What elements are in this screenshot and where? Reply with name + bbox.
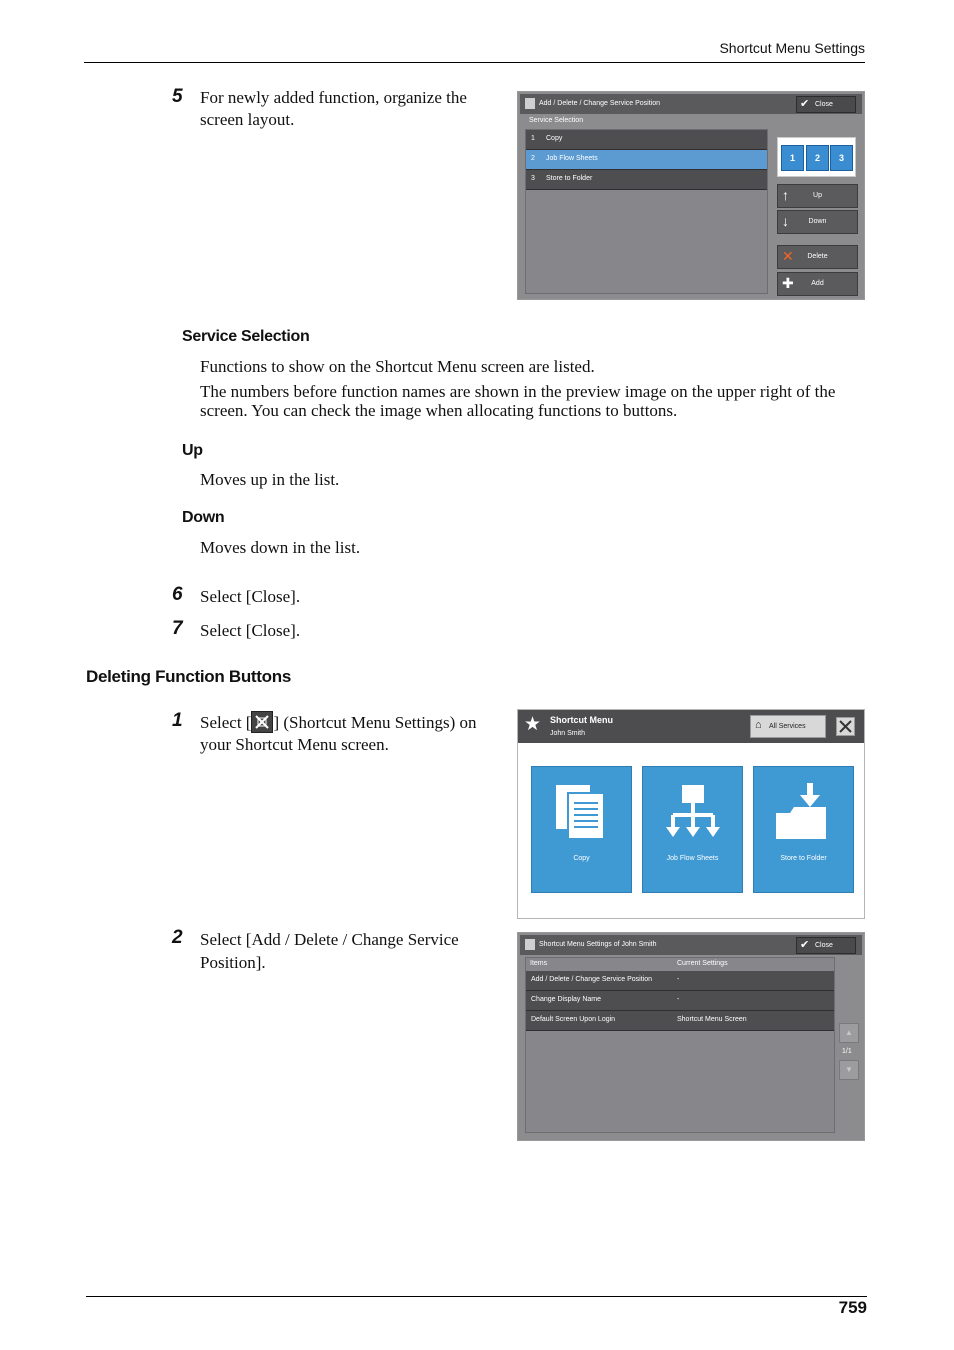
screen-title: Add / Delete / Change Service Position <box>539 100 661 107</box>
folder-icon <box>774 781 834 843</box>
settings-row[interactable] <box>526 971 834 991</box>
item-label: Store to Folder <box>546 175 593 182</box>
page-indicator: 1/1 <box>842 1048 852 1055</box>
item-label: Job Flow Sheets <box>546 155 598 162</box>
settings-row[interactable] <box>526 1011 834 1031</box>
all-services-label: All Services <box>769 723 806 730</box>
tile-label: Copy <box>573 855 590 862</box>
arrow-up-icon: ↑ <box>782 187 789 203</box>
user-name: John Smith <box>550 730 586 737</box>
check-icon: ✔ <box>800 939 810 951</box>
row-value: Shortcut Menu Screen <box>677 1016 747 1023</box>
row-item: Default Screen Upon Login <box>531 1016 616 1023</box>
term-service-selection: Service Selection <box>182 328 310 345</box>
definition-text: The numbers before function names are shown in the preview image on the upper right of the screen. You can check the image when allocating functions to buttons. <box>200 382 836 420</box>
home-icon: ⌂ <box>755 719 762 731</box>
job-flow-sheets-tile[interactable] <box>642 766 743 893</box>
definition-text: Functions to show on the Shortcut Menu screen are listed. <box>200 357 595 376</box>
settings-icon <box>525 98 535 109</box>
copy-tile[interactable] <box>531 766 632 893</box>
close-button[interactable] <box>796 937 856 954</box>
footer-rule <box>86 1296 867 1297</box>
step-text: For newly added function, organize the screen layout. <box>200 88 467 129</box>
close-button[interactable] <box>796 96 856 113</box>
tile-label: Store to Folder <box>780 855 827 862</box>
shortcut-settings-button[interactable] <box>836 717 855 736</box>
screen-title-bar <box>520 935 862 955</box>
step-text: Select [Close]. <box>200 621 301 640</box>
shortcut-menu-screen <box>517 709 865 919</box>
step-text: Select [Add / Delete / Change Service Position]. <box>200 930 459 972</box>
add-button[interactable] <box>777 272 858 296</box>
up-button[interactable] <box>777 184 858 208</box>
delete-button[interactable] <box>777 245 858 269</box>
close-label: Close <box>815 101 833 108</box>
row-value: - <box>677 996 680 1003</box>
shortcut-menu-header <box>518 710 864 743</box>
delete-label: Delete <box>807 253 828 260</box>
arrow-down-icon: ↓ <box>782 213 789 229</box>
shortcut-settings-screen <box>517 932 865 1141</box>
screen-title: Shortcut Menu Settings of John Smith <box>539 941 657 948</box>
step-number: 6 <box>172 584 183 605</box>
step-text: Select [Close]. <box>200 587 301 606</box>
item-number: 3 <box>531 175 535 182</box>
down-button[interactable] <box>777 210 858 234</box>
layout-preview <box>777 137 856 177</box>
add-label: Add <box>811 280 824 287</box>
section-heading: Deleting Function Buttons <box>86 667 291 686</box>
step-text-part: ] (Shortcut Menu Settings) on your Shortcut Menu screen. <box>200 713 477 754</box>
delete-x-icon: ✕ <box>782 248 794 264</box>
term-down: Down <box>182 509 225 526</box>
job-flow-icon <box>663 781 723 843</box>
scroll-up-button[interactable] <box>839 1023 859 1043</box>
definition-text: Moves down in the list. <box>200 538 361 557</box>
close-label: Close <box>815 942 833 949</box>
shortcut-settings-icon <box>251 711 273 733</box>
step-text <box>200 711 510 756</box>
step-number: 5 <box>172 86 183 107</box>
list-header: Service Selection <box>529 117 584 124</box>
down-label: Down <box>808 218 827 225</box>
settings-list <box>525 957 835 1133</box>
tile-label: Job Flow Sheets <box>666 855 719 862</box>
row-value: - <box>677 976 680 983</box>
settings-row[interactable] <box>526 991 834 1011</box>
up-label: Up <box>813 192 822 199</box>
list-item[interactable] <box>526 130 767 150</box>
copy-icon <box>552 781 612 843</box>
header-rule <box>84 62 865 63</box>
preview-slot: 3 <box>830 145 853 171</box>
term-up: Up <box>182 442 203 459</box>
shortcut-menu-title: Shortcut Menu <box>550 715 613 725</box>
step-number: 2 <box>172 927 183 948</box>
preview-slot: 2 <box>806 145 829 171</box>
service-position-screen <box>517 91 865 300</box>
step-text-part: Select [ <box>200 713 252 732</box>
all-services-button[interactable] <box>750 715 826 738</box>
column-header-items: Items <box>530 960 548 967</box>
shortcut-settings-icon <box>837 718 854 735</box>
preview-slot: 1 <box>781 145 804 171</box>
star-icon: ★ <box>524 714 542 735</box>
item-label: Copy <box>546 135 563 142</box>
list-item-selected[interactable] <box>526 150 767 170</box>
column-header-current: Current Settings <box>677 960 728 967</box>
item-number: 1 <box>531 135 535 142</box>
step-number: 7 <box>172 618 183 639</box>
scroll-down-button[interactable] <box>839 1060 859 1080</box>
settings-icon <box>525 939 535 950</box>
service-list <box>525 129 768 294</box>
page-number: 759 <box>838 1298 867 1317</box>
running-header: Shortcut Menu Settings <box>719 40 865 56</box>
row-item: Change Display Name <box>531 996 602 1003</box>
check-icon: ✔ <box>800 98 810 110</box>
list-item[interactable] <box>526 170 767 190</box>
row-item: Add / Delete / Change Service Position <box>531 976 653 983</box>
triangle-up-icon: ▲ <box>845 1028 853 1037</box>
plus-icon: ✚ <box>782 275 794 291</box>
store-to-folder-tile[interactable] <box>753 766 854 893</box>
screen-title-bar <box>520 94 862 114</box>
step-number: 1 <box>172 710 183 731</box>
triangle-down-icon: ▼ <box>845 1065 853 1074</box>
definition-text: Moves up in the list. <box>200 470 340 489</box>
item-number: 2 <box>531 155 535 162</box>
